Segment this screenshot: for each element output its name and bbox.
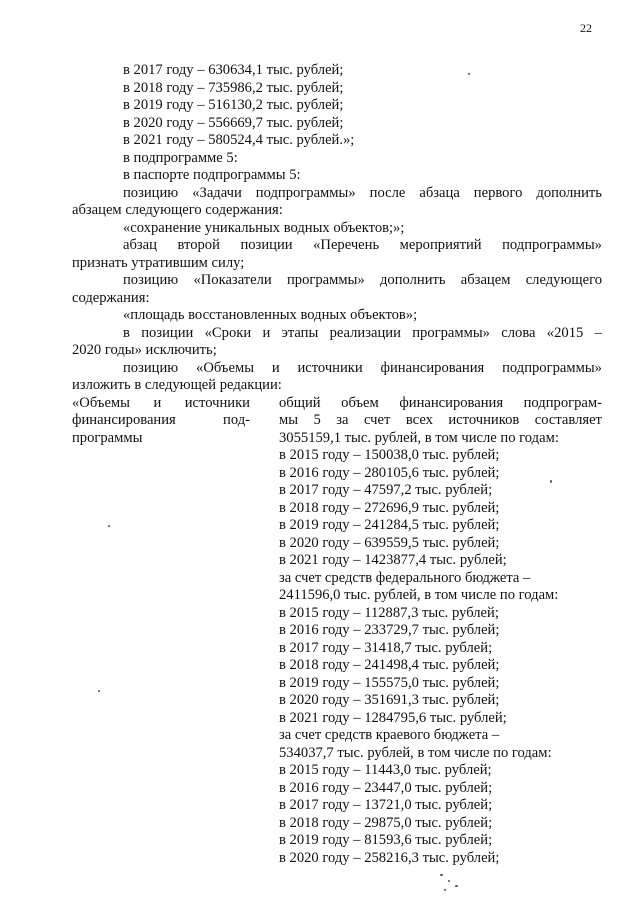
- scan-speck: [440, 874, 443, 876]
- word: счет: [364, 412, 391, 428]
- year-line: в 2019 году – 155575,0 тыс. рублей;: [279, 674, 500, 691]
- year-line: в 2021 году – 1423877,4 тыс. рублей;: [279, 552, 507, 568]
- text-line: в 2019 году – 516130,2 тыс. рублей;: [123, 97, 344, 113]
- justified-line: [72, 360, 602, 378]
- paragraph-indicators: [72, 272, 602, 307]
- word: источники: [297, 359, 363, 376]
- financing-details: [279, 395, 602, 868]
- regional-heading: за счет средств краевого бюджета –: [279, 727, 500, 743]
- scan-speck: [108, 525, 110, 527]
- word: подпрограм-: [523, 394, 602, 411]
- word: в: [123, 324, 130, 341]
- scan-speck: [448, 880, 450, 882]
- federal-sum: 2411596,0 тыс. рублей, в том числе по годам:: [279, 587, 559, 603]
- word: позицию: [123, 359, 179, 376]
- word: слова: [501, 324, 536, 341]
- word: всех: [405, 412, 433, 428]
- year-line: в 2017 году – 47597,2 тыс. рублей;: [279, 482, 493, 498]
- paragraph-volumes: [72, 360, 602, 395]
- word: этапы: [281, 324, 319, 341]
- regional-years-list: [279, 762, 602, 867]
- word: за: [336, 412, 349, 428]
- word: позиции: [240, 237, 293, 253]
- justified-line: [72, 395, 250, 413]
- text-line: в 2017 году – 630634,1 тыс. рублей;: [123, 62, 344, 78]
- word: мы: [279, 412, 299, 428]
- justified-line: [279, 395, 602, 413]
- text-line: в 2021 году – 580524,4 тыс. рублей.»;: [123, 132, 355, 148]
- word: реализации: [329, 324, 401, 341]
- text-line: программы: [72, 429, 143, 446]
- total-years-list: [279, 447, 602, 570]
- word: второй: [177, 237, 220, 253]
- year-line: в 2020 году – 258216,3 тыс. рублей;: [279, 849, 500, 866]
- word: «2015: [546, 324, 584, 341]
- word: абзаца: [419, 184, 460, 201]
- word: подпрограммы»: [502, 359, 602, 376]
- word: первого: [473, 184, 523, 201]
- year-line: в 2020 году – 639559,5 тыс. рублей;: [279, 534, 500, 551]
- justified-line: [72, 272, 602, 290]
- top-lines: [72, 62, 602, 185]
- year-line: в 2016 году – 280105,6 тыс. рублей;: [279, 464, 500, 481]
- year-line: в 2017 году – 31418,7 тыс. рублей;: [279, 639, 493, 656]
- justified-line: [72, 325, 602, 343]
- justified-line: [279, 412, 602, 430]
- year-line: в 2018 году – 29875,0 тыс. рублей;: [279, 814, 493, 831]
- paragraph-terms: [72, 325, 602, 360]
- justified-line: [72, 185, 602, 203]
- year-line: в 2021 году – 1284795,6 тыс. рублей;: [279, 709, 507, 726]
- year-line: в 2015 году – 150038,0 тыс. рублей;: [279, 447, 500, 463]
- financing-table: [72, 395, 602, 868]
- word: «Задачи: [192, 184, 242, 201]
- word: источников: [448, 412, 520, 428]
- year-line: в 2016 году – 23447,0 тыс. рублей;: [279, 779, 493, 796]
- year-line: в 2019 году – 81593,6 тыс. рублей;: [279, 832, 493, 848]
- paragraph-measures: [72, 237, 602, 272]
- scan-speck: [468, 73, 470, 75]
- page-number: 22: [580, 21, 592, 35]
- scan-speck: [550, 480, 552, 483]
- text-line: в 2018 году – 735986,2 тыс. рублей;: [123, 79, 344, 96]
- text-line: в 2020 году – 556669,7 тыс. рублей;: [123, 114, 344, 131]
- word: мероприятий: [399, 237, 482, 253]
- quote-line: «сохранение уникальных водных объектов;»;: [123, 219, 405, 236]
- word: финансирования: [72, 412, 176, 428]
- year-line: в 2020 году – 351691,3 тыс. рублей;: [279, 692, 500, 708]
- word: финансирования: [399, 394, 504, 411]
- financing-label: [72, 395, 250, 448]
- word: программы»: [286, 272, 365, 288]
- word: «Перечень: [313, 237, 380, 253]
- word: объем: [341, 394, 379, 411]
- text-line: абзацем следующего содержания:: [72, 202, 283, 218]
- document-body: [72, 62, 602, 867]
- year-line: в 2016 году – 233729,7 тыс. рублей;: [279, 622, 500, 638]
- word: подпрограммы»: [502, 237, 602, 253]
- year-line: в 2015 году – 11443,0 тыс. рублей;: [279, 762, 492, 778]
- justified-line: [72, 237, 602, 255]
- word: позицию: [123, 184, 179, 201]
- word: после: [369, 184, 406, 201]
- federal-heading: за счет средств федерального бюджета –: [279, 569, 531, 586]
- word: «Объемы: [72, 394, 130, 411]
- text-line: в подпрограмме 5:: [123, 149, 238, 166]
- text-line: 3055159,1 тыс. рублей, в том числе по годам:: [279, 429, 559, 446]
- word: под-: [223, 412, 250, 428]
- text-line: содержания:: [72, 289, 150, 306]
- text-line: изложить в следующей редакции:: [72, 377, 282, 393]
- year-line: в 2018 году – 241498,4 тыс. рублей;: [279, 657, 500, 673]
- text-line: признать утратившим силу;: [72, 254, 245, 271]
- word: позиции: [141, 324, 194, 341]
- word: «Показатели: [193, 272, 272, 288]
- word: составляет: [534, 412, 602, 428]
- word: и: [271, 359, 280, 376]
- word: позицию: [123, 272, 179, 288]
- regional-sum: 534037,7 тыс. рублей, в том числе по годам:: [279, 744, 552, 761]
- word: подпрограммы»: [255, 184, 356, 201]
- year-line: в 2018 году – 272696,9 тыс. рублей;: [279, 499, 500, 516]
- word: финансирования: [380, 359, 485, 376]
- text-line: в паспорте подпрограммы 5:: [123, 167, 301, 183]
- year-line: в 2017 году – 13721,0 тыс. рублей;: [279, 797, 493, 813]
- word: и: [262, 324, 271, 341]
- word: 5: [313, 412, 321, 428]
- word: и: [153, 394, 162, 411]
- federal-years-list: [279, 605, 602, 728]
- word: следующего: [525, 272, 602, 288]
- text-line: 2020 годы» исключить;: [72, 342, 217, 358]
- word: абзац: [123, 237, 157, 253]
- word: общий: [279, 394, 321, 411]
- word: дополнить: [379, 272, 446, 288]
- scan-speck: [98, 690, 100, 692]
- justified-line: [72, 412, 250, 430]
- word: –: [594, 324, 602, 341]
- quote-line: «площадь восстановленных водных объектов»;: [123, 307, 418, 323]
- paragraph-tasks: [72, 185, 602, 220]
- year-line: в 2019 году – 241284,5 тыс. рублей;: [279, 517, 500, 533]
- word: дополнить: [536, 184, 602, 201]
- word: программы»: [412, 324, 490, 341]
- scan-speck: [444, 889, 446, 891]
- scan-speck: [455, 885, 458, 887]
- word: источники: [184, 394, 250, 411]
- year-line: в 2015 году – 112887,3 тыс. рублей;: [279, 604, 499, 621]
- word: абзацем: [460, 272, 511, 288]
- word: «Сроки: [204, 324, 252, 341]
- word: «Объемы: [196, 359, 254, 376]
